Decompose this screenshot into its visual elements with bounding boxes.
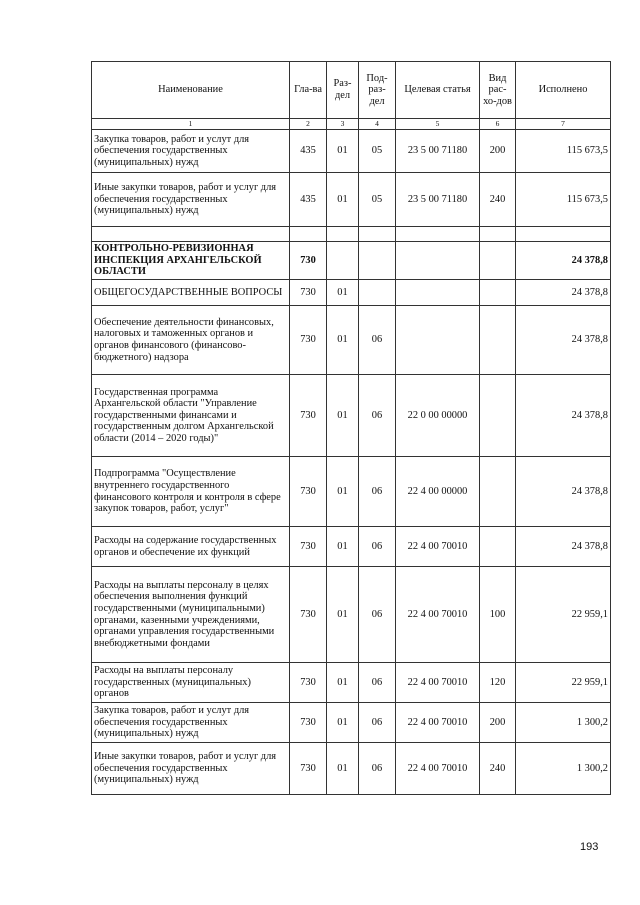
table-row	[92, 227, 611, 242]
row-podrazdel: 06	[359, 306, 396, 375]
row-podrazdel: 06	[359, 663, 396, 703]
row-expense-type: 200	[480, 703, 516, 743]
row-executed: 24 378,8	[516, 527, 611, 567]
table-row	[92, 703, 611, 743]
column-index: 6	[480, 119, 516, 130]
column-index: 1	[92, 119, 290, 130]
row-target-article: 22 4 00 70010	[396, 703, 480, 743]
row-glava: 730	[290, 663, 327, 703]
row-target-article	[396, 306, 480, 375]
row-executed: 24 378,8	[516, 280, 611, 306]
row-name: Закупка товаров, работ и услут для обеспечения государственных (муниципальных) нужд	[92, 703, 290, 743]
header-glava: Гла-ва	[290, 62, 327, 119]
row-name: КОНТРОЛЬНО-РЕВИЗИОННАЯ ИНСПЕКЦИЯ АРХАНГЕЛЬСКОЙ ОБЛАСТИ	[92, 242, 290, 280]
row-glava: 435	[290, 130, 327, 173]
table-row	[92, 173, 611, 227]
row-podrazdel: 06	[359, 703, 396, 743]
row-executed: 22 959,1	[516, 663, 611, 703]
header-name: Наименование	[92, 62, 290, 119]
column-index-row	[92, 119, 611, 130]
row-razdel	[327, 227, 359, 242]
column-index: 2	[290, 119, 327, 130]
row-name: Расходы на выплаты персоналу государственных (муниципальных) органов	[92, 663, 290, 703]
row-glava	[290, 227, 327, 242]
row-glava: 730	[290, 242, 327, 280]
row-executed: 1 300,2	[516, 743, 611, 795]
row-name: Закупка товаров, работ и услут для обеспечения государственных (муниципальных) нужд	[92, 130, 290, 173]
row-name: ОБЩЕГОСУДАРСТВЕННЫЕ ВОПРОСЫ	[92, 280, 290, 306]
row-target-article	[396, 227, 480, 242]
table-row	[92, 527, 611, 567]
row-glava: 730	[290, 527, 327, 567]
row-expense-type: 200	[480, 130, 516, 173]
header-row	[92, 62, 611, 119]
table-row	[92, 242, 611, 280]
row-target-article: 23 5 00 71180	[396, 130, 480, 173]
row-expense-type: 240	[480, 173, 516, 227]
row-expense-type: 120	[480, 663, 516, 703]
row-expense-type	[480, 306, 516, 375]
row-expense-type	[480, 280, 516, 306]
row-name: Расходы на содержание государственных органов и обеспечение их функций	[92, 527, 290, 567]
row-expense-type: 100	[480, 567, 516, 663]
row-executed: 1 300,2	[516, 703, 611, 743]
row-razdel: 01	[327, 306, 359, 375]
row-executed	[516, 227, 611, 242]
row-razdel: 01	[327, 280, 359, 306]
row-executed: 115 673,5	[516, 173, 611, 227]
row-expense-type	[480, 375, 516, 457]
header-target-article: Целевая статья	[396, 62, 480, 119]
row-executed: 24 378,8	[516, 457, 611, 527]
row-executed: 24 378,8	[516, 375, 611, 457]
row-razdel: 01	[327, 663, 359, 703]
row-name: Обеспечение деятельности финансовых, налоговых и таможенных органов и органов финансового (финансово-бюджетного) надзора	[92, 306, 290, 375]
row-expense-type	[480, 227, 516, 242]
row-podrazdel: 06	[359, 457, 396, 527]
row-name: Иные закупки товаров, работ и услуг для обеспечения государственных (муниципальных) нужд	[92, 173, 290, 227]
row-name: Иные закупки товаров, работ и услуг для обеспечения государственных (муниципальных) нужд	[92, 743, 290, 795]
row-razdel: 01	[327, 703, 359, 743]
row-razdel: 01	[327, 457, 359, 527]
header-razdel: Раз-дел	[327, 62, 359, 119]
row-expense-type	[480, 242, 516, 280]
row-name	[92, 227, 290, 242]
header-podrazdel: Под-раз-дел	[359, 62, 396, 119]
row-glava: 730	[290, 280, 327, 306]
table-row	[92, 306, 611, 375]
row-podrazdel: 06	[359, 743, 396, 795]
row-executed: 115 673,5	[516, 130, 611, 173]
row-expense-type	[480, 527, 516, 567]
row-target-article	[396, 242, 480, 280]
row-glava: 730	[290, 375, 327, 457]
row-razdel: 01	[327, 567, 359, 663]
row-glava: 435	[290, 173, 327, 227]
table-row	[92, 567, 611, 663]
row-target-article: 23 5 00 71180	[396, 173, 480, 227]
row-target-article	[396, 280, 480, 306]
row-razdel: 01	[327, 173, 359, 227]
row-expense-type	[480, 457, 516, 527]
table-row	[92, 375, 611, 457]
row-name: Подпрограмма "Осуществление внутреннего государственного финансового контроля и контроля в сфере закупок товаров, работ, услуг"	[92, 457, 290, 527]
row-glava: 730	[290, 743, 327, 795]
row-podrazdel	[359, 280, 396, 306]
row-glava: 730	[290, 567, 327, 663]
row-podrazdel: 06	[359, 375, 396, 457]
row-executed: 22 959,1	[516, 567, 611, 663]
row-razdel: 01	[327, 527, 359, 567]
row-name: Государственная программа Архангельской области "Управление государственными финансами и государственным долгом Архангельской области (2014 – 2020 годы)"	[92, 375, 290, 457]
row-podrazdel	[359, 242, 396, 280]
row-podrazdel	[359, 227, 396, 242]
row-target-article: 22 4 00 70010	[396, 567, 480, 663]
row-target-article: 22 4 00 70010	[396, 527, 480, 567]
row-razdel: 01	[327, 130, 359, 173]
row-glava: 730	[290, 703, 327, 743]
budget-table	[91, 61, 611, 795]
row-razdel: 01	[327, 743, 359, 795]
column-index: 5	[396, 119, 480, 130]
row-executed: 24 378,8	[516, 306, 611, 375]
page-number: 193	[580, 841, 599, 853]
row-target-article: 22 0 00 00000	[396, 375, 480, 457]
table-row	[92, 743, 611, 795]
column-index: 7	[516, 119, 611, 130]
column-index: 3	[327, 119, 359, 130]
table-row	[92, 280, 611, 306]
row-target-article: 22 4 00 70010	[396, 663, 480, 703]
row-podrazdel: 05	[359, 130, 396, 173]
row-razdel: 01	[327, 375, 359, 457]
table-row	[92, 663, 611, 703]
column-index: 4	[359, 119, 396, 130]
row-expense-type: 240	[480, 743, 516, 795]
row-podrazdel: 06	[359, 527, 396, 567]
row-name: Расходы на выплаты персоналу в целях обеспечения выполнения функций государственными (муниципальными) органами, казенными учреждениями, органами управления государственными внебюджетными фондами	[92, 567, 290, 663]
row-glava: 730	[290, 457, 327, 527]
row-razdel	[327, 242, 359, 280]
header-expense-type: Вид рас-хо-дов	[480, 62, 516, 119]
header-executed: Исполнено	[516, 62, 611, 119]
row-executed: 24 378,8	[516, 242, 611, 280]
row-podrazdel: 05	[359, 173, 396, 227]
row-glava: 730	[290, 306, 327, 375]
row-podrazdel: 06	[359, 567, 396, 663]
row-target-article: 22 4 00 70010	[396, 743, 480, 795]
table-row	[92, 130, 611, 173]
table-row	[92, 457, 611, 527]
row-target-article: 22 4 00 00000	[396, 457, 480, 527]
